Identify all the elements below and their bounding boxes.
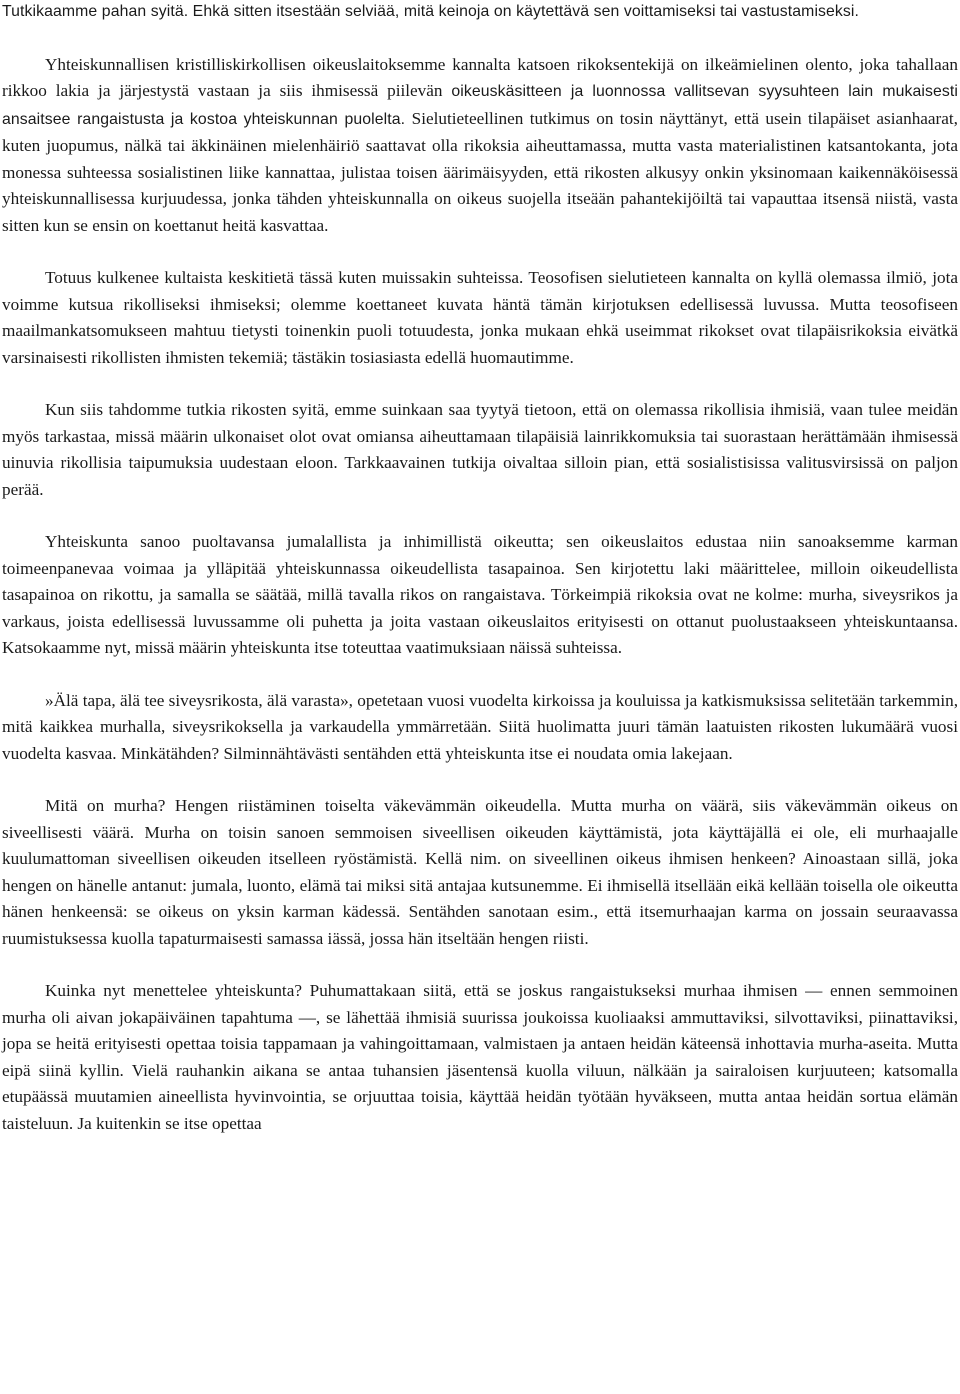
paragraph xyxy=(2,688,958,768)
paragraph-text: Kun siis tahdomme tutkia rikosten syitä, emme suinkaan saa tyytyä tietoon, että on olemassa rikollisia ihmisiä, vaan tulee meidän myös tarkastaa, missä määrin ulkonaiset olot ovat omiansa aiheuttamaan tilapäisiä lainrikkomuksia tai suorastaan herättämään ihmisessä uinuvia rikollisia taipumuksia uudestaan eloon. Tarkkaavainen tutkija oivaltaa silloin pian, että sosialistisissa valitusvirsissä on paljon perää. xyxy=(2,400,958,499)
paragraph xyxy=(2,397,958,503)
paragraph-text: »Älä tapa, älä tee siveysrikosta, älä varasta», opetetaan vuosi vuodelta kirkoissa ja kouluissa ja katkismuksissa selitetään tarkemmin, mitä kaikkea murhalla, siveysrikoksella ja varkaudella ymmärretään. Siitä huolimatta juuri tämän laatuisten rikosten lukumäärä vuosi vuodelta kasvaa. Minkätähden? Silminnähtävästi sentähden että yhteiskunta itse ei noudata omia lakejaan. xyxy=(2,690,958,763)
paragraph xyxy=(2,0,958,26)
paragraph xyxy=(2,52,958,240)
paragraph-text: oikeuskäsitteen ja luonnossa vallitsevan syysuhteen lain mukaisesti ansaitsee rangaistusta ja kostoa yhteiskunnan puolelta. xyxy=(2,83,958,128)
paragraph-text: Totuus kulkenee kultaista keskitietä tässä kuten muissakin suhteissa. Teosofisen sielutieteen kannalta on kyllä olemassa ilmiö, jota voimme kutsua rikolliseksi ihmiseksi; olemme koettaneet kuvata häntä tämän kirjotuksen edellisessä luvussa. Mutta teosofiseen maailmankatsomukseen mahtuu tietysti toinenkin puoli totuudesta, jonka mukaan ehkä useimmat rikokset ovat tilapäisrikoksia eivätkä varsinaisesti rikollisten ihmisten tekemiä; tästäkin tosiasiasta edellä huomautimme. xyxy=(2,268,958,367)
paragraph-text: Kuinka nyt menettelee yhteiskunta? Puhumattakaan siitä, että se joskus rangaistukseksi murhaa ihmisen — ennen semmoinen murha oli aivan jokapäiväinen tapahtuma —, se lähettää ihmisiä suurissa joukoissa kuoliaaksi ammuttaviksi, silvottaviksi, piinattaviksi, jopa se heitä erityisesti opettaa toisia tappamaan ja vahingoittamaan, valmistaen ja antaen heidän käteensä inhottavia murha-aseita. Mutta eipä siinä kyllin. Vielä rauhankin aikana se antaa tuhansien jäsentensä kuolla viluun, nälkään ja sairaloisen kurjuuteen; katsomalla etupäässä muutamien aineellista hyvinvointia, se orjuuttaa toisia, käyttää heidän työtään hyväkseen, mutta antaa heidän sortua elämän taisteluun. Ja kuitenkin se itse opettaa xyxy=(2,981,958,1133)
paragraph xyxy=(2,793,958,952)
paragraph xyxy=(2,265,958,371)
paragraph-text: Mitä on murha? Hengen riistäminen toiselta väkevämmän oikeudella. Mutta murha on väärä, siis väkevämmän oikeus on siveellisesti väärä. Murha on toisin sanoen semmoisen siveellisen oikeuden käyttämistä, jota käyttäjällä ei ole, eli murhaajalle kuulumattoman siveellisen oikeuden itselleen ryöstämistä. Kellä nim. on siveellinen oikeus ihmisen henkeen? Ainoastaan sillä, joka hengen on hänelle antanut: jumala, luonto, elämä tai miksi sitä antajaa kutsunemme. Ei ihmisellä itsellään eikä kellään toisella ole oikeutta hänen henkeensä: se oikeus on yksin karman kädessä. Sentähden sanotaan esim., että itsemurhaajan karma on jossain seuraavassa ruumistuksessa kuolla tapaturmaisesti samassa iässä, jossa hän itseltään hengen riisti. xyxy=(2,796,958,948)
paragraph-text: Tutkikaamme pahan syitä. Ehkä sitten itsestään selviää, mitä keinoja on käytettävä sen voittamiseksi tai vastustamiseksi. xyxy=(2,3,860,20)
paragraph-text: Yhteiskunta sanoo puoltavansa jumalallista ja inhimillistä oikeutta; sen oikeuslaitos edustaa niin sanoaksemme karman toimeenpanevaa voimaa ja ylläpitää yhteiskunnassa oikeudellista tasapainoa. Sen kirjotettu laki määrittelee, milloin oikeudellista tasapainoa on rikottu, ja samalla se säätää, millä tavalla rikos on rangaistava. Törkeimpiä rikoksia ovat ne kolme: murha, siveysrikos ja varkaus, joista edellisessä luvussamme oli puhetta ja joita vastaan oikeuslaitos erityisesti on ottanut puolustaakseen yhteiskuntaansa. Katsokaamme nyt, missä määrin yhteiskunta itse toteuttaa vaatimuksiaan näissä suhteissa. xyxy=(2,532,958,657)
paragraph-text: Sielutieteellinen tutkimus on tosin näyttänyt, että usein tilapäiset asianhaarat, kuten juopumus, nälkä tai äkkinäinen mielenhäiriö saattavat olla rikoksia aiheuttamassa, mutta vasta materialistinen katsantokanta, jota monessa suhteessa sosialistinen liike kannattaa, julistaa toisen äärimäisyyden, että rikosten alkusyy onkin yksinomaan kaikennäköisessä yhteiskunnallisessa kurjuudessa, jonka tähden yhteiskunnalla on oikeus suojella itseään pahantekijöiltä tai vapauttaa itsensä niistä, vasta sitten kun se ensin on koettanut heitä kasvattaa. xyxy=(2,108,958,235)
paragraph xyxy=(2,978,958,1137)
paragraph-text: Yhteiskunnallisen kristilliskirkollisen oikeuslaitoksemme kannalta katsoen rikoksentekijä on ilkeämielinen olento, joka tahallaan rikkoo lakia ja järjestystä vastaan ja siis ihmisessä piilevän xyxy=(2,54,958,100)
paragraph xyxy=(2,529,958,662)
